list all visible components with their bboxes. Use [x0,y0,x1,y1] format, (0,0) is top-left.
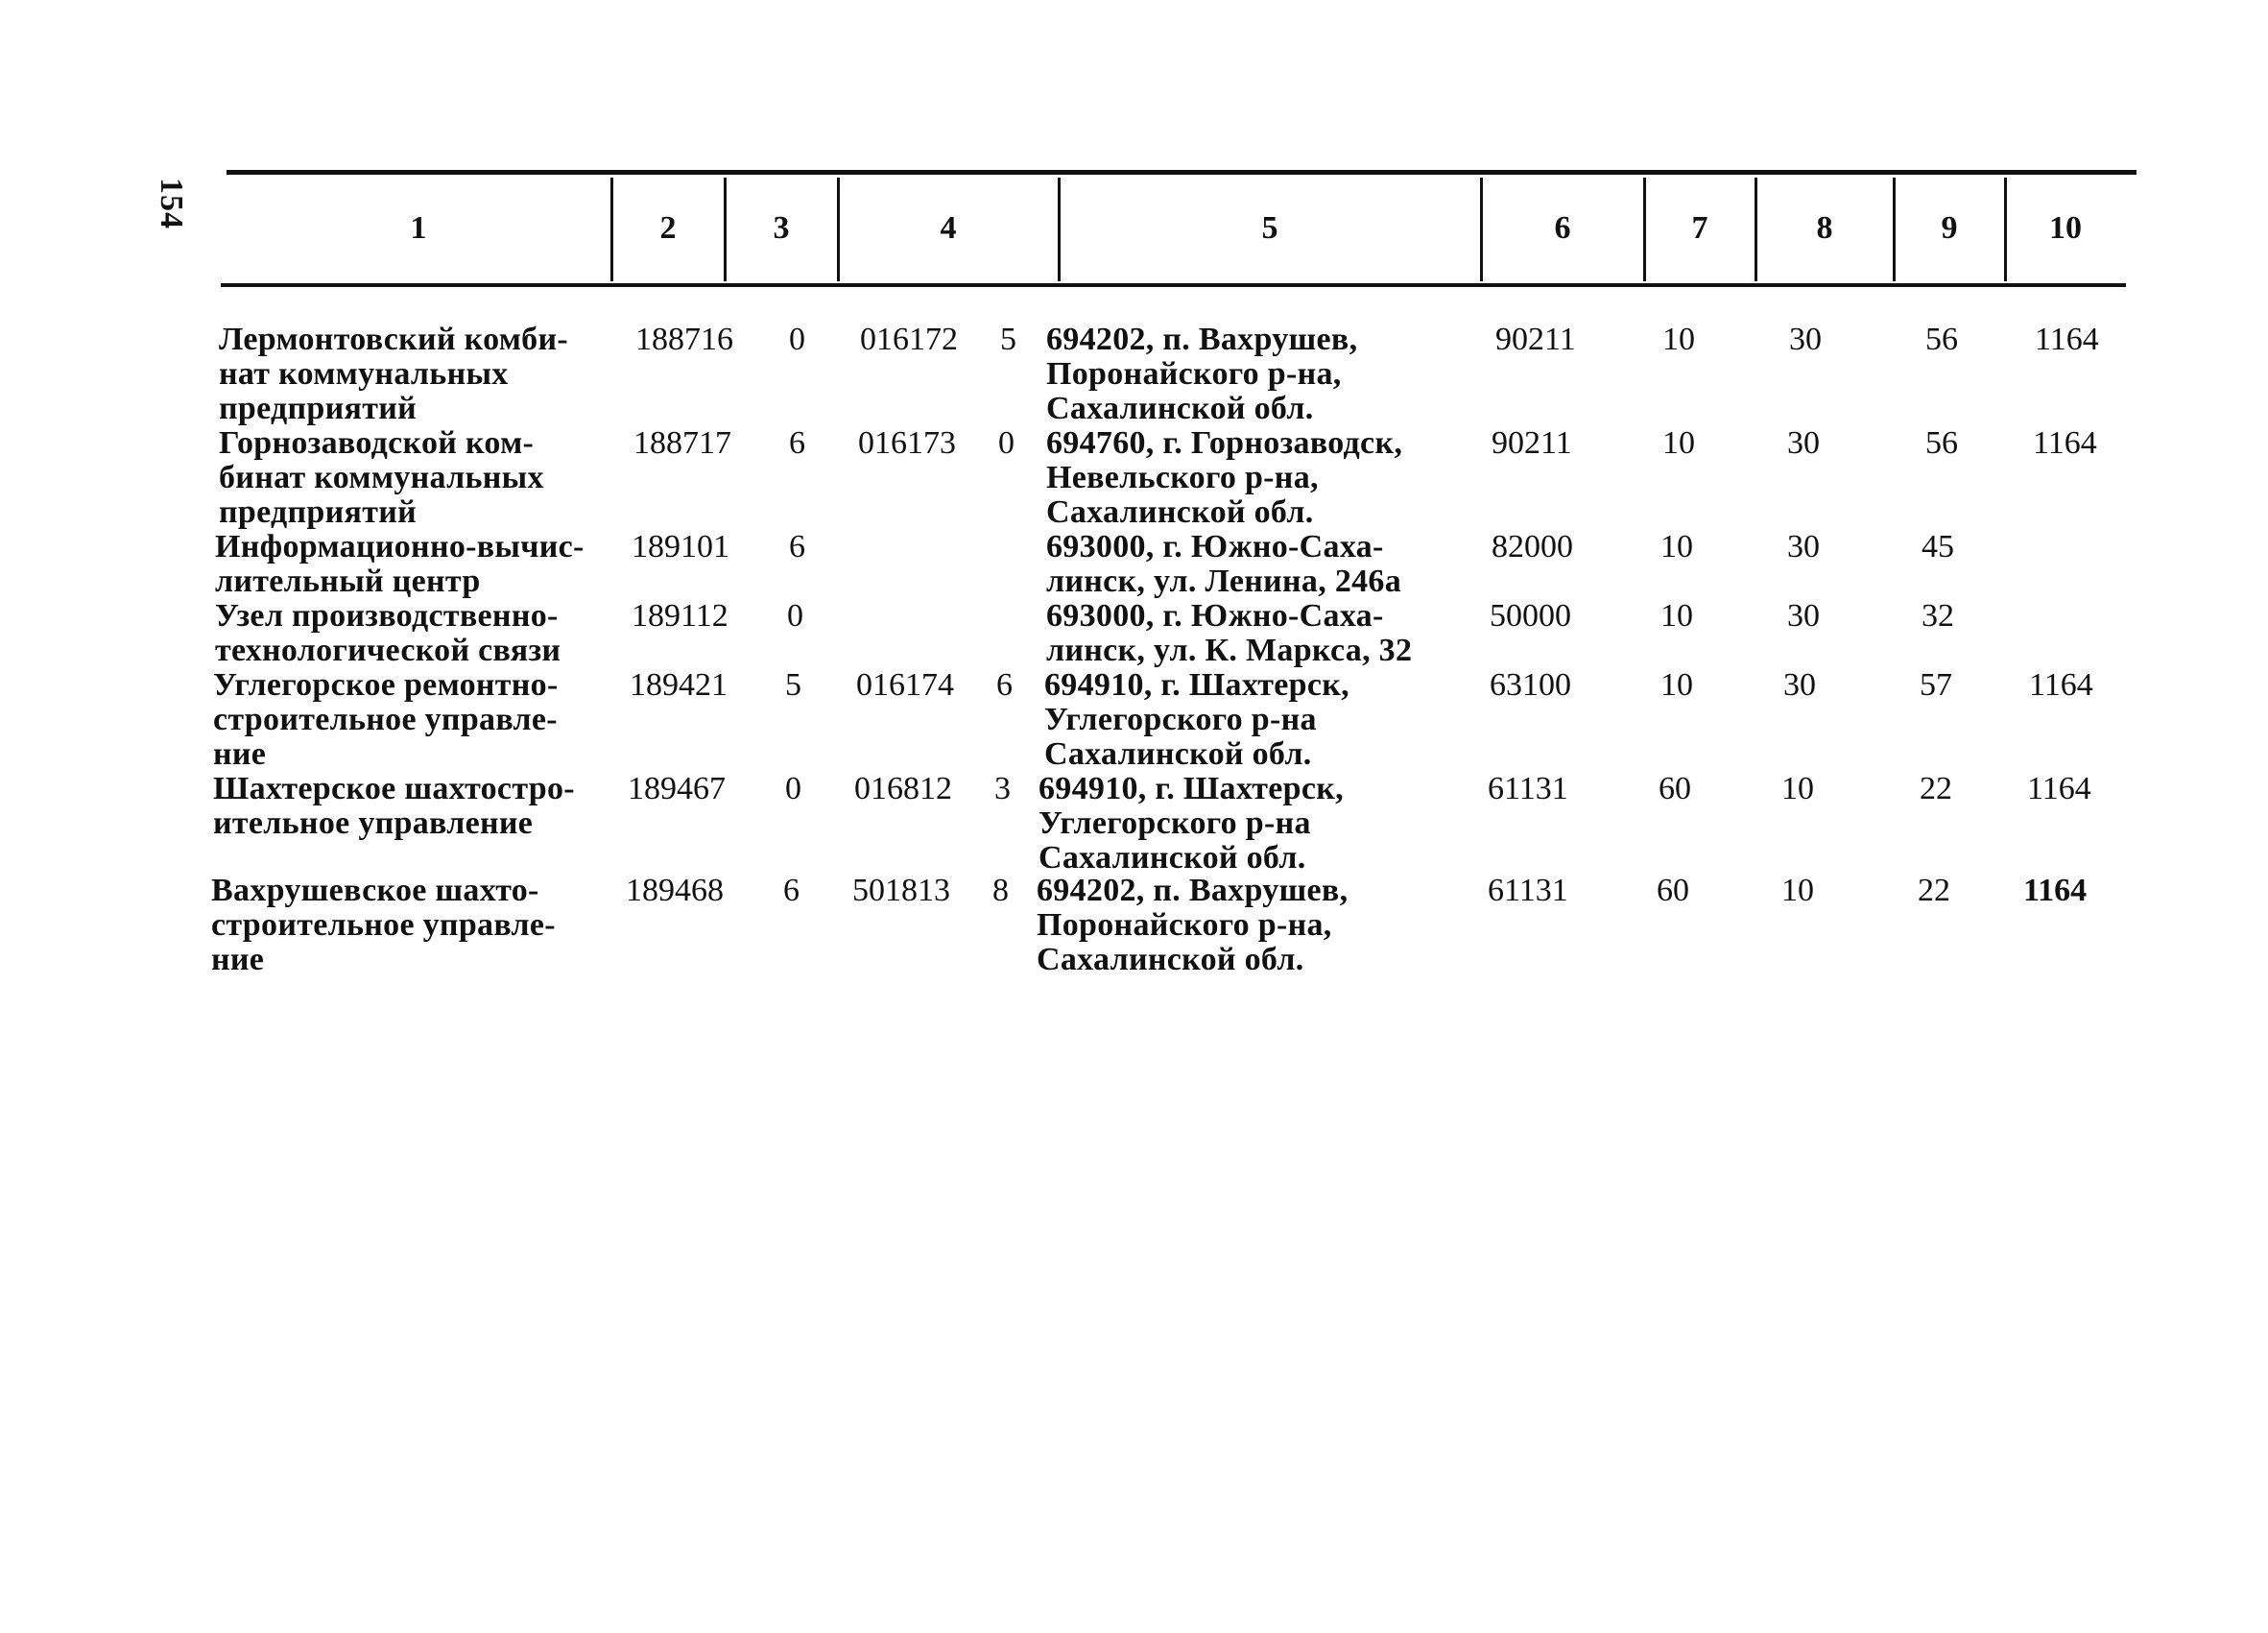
address-line: Углегорского р-на [1039,805,1311,841]
address-line: 694202, п. Вахрушев, [1046,322,1358,357]
col9-cell: 56 [1925,322,1958,357]
address-line: линск, ул. Ленина, 246а [1046,564,1402,599]
col6-cell: 90211 [1495,322,1576,357]
column-header-10: 10 [2049,210,2082,246]
address-line: Невельского р-на, [1046,460,1319,495]
address-line: 694760, г. Горнозаводск, [1046,425,1403,461]
org-name-line: Горнозаводской ком- [219,425,535,461]
column-separator [610,178,613,281]
code-cell: 188717 [633,425,731,461]
code2-cell: 016172 [860,322,958,357]
col8-cell: 30 [1783,667,1816,703]
check-digit2-cell: 3 [994,771,1011,806]
page-number: 154 [154,178,189,229]
org-name-line: ние [211,942,265,977]
column-header-6: 6 [1554,210,1571,246]
code2-cell: 016173 [858,425,956,461]
column-separator [1058,178,1061,281]
column-header-1: 1 [410,210,427,246]
header-bottom-rule [221,283,2126,287]
col9-cell: 56 [1925,425,1958,461]
col10-cell: 1164 [2029,667,2093,703]
org-name-line: предприятий [219,391,418,426]
column-separator [1755,178,1757,281]
address-line: Сахалинской обл. [1046,391,1314,426]
org-name-line: Лермонтовский комби- [219,322,568,357]
address-line: Сахалинской обл. [1046,494,1314,530]
code-cell: 189468 [626,873,724,908]
org-name-line: ительное управление [213,805,534,841]
address-line: Поронайского р-на, [1037,907,1332,943]
org-name-line: строительное управле- [211,907,556,943]
col7-cell: 60 [1659,771,1691,806]
col8-cell: 30 [1787,529,1820,564]
column-header-7: 7 [1691,210,1708,246]
col7-cell: 10 [1660,667,1693,703]
check-digit2-cell: 8 [992,873,1009,908]
col7-cell: 10 [1662,425,1695,461]
col10-cell: 1164 [2035,322,2099,357]
org-name-line: технологической связи [215,633,561,668]
address-line: Поронайского р-на, [1046,356,1342,392]
col7-cell: 10 [1660,598,1693,634]
col8-cell: 30 [1789,322,1822,357]
code2-cell: 016812 [854,771,952,806]
col6-cell: 50000 [1490,598,1571,634]
column-header-4: 4 [940,210,957,246]
code2-cell: 501813 [852,873,950,908]
col8-cell: 30 [1787,598,1820,634]
col10-cell: 1164 [2033,425,2097,461]
address-line: 694910, г. Шахтерск, [1044,667,1349,703]
column-header-9: 9 [1941,210,1958,246]
col7-cell: 60 [1657,873,1689,908]
code-cell: 189421 [630,667,728,703]
column-separator [1480,178,1483,281]
column-header-8: 8 [1816,210,1833,246]
address-line: 694202, п. Вахрушев, [1037,873,1349,908]
col9-cell: 45 [1922,529,1954,564]
column-separator [837,178,840,281]
col10-cell: 1164 [2023,873,2088,908]
col8-cell: 30 [1787,425,1820,461]
org-name-line: строительное управле- [213,702,558,737]
check-digit-cell: 0 [787,598,803,634]
check-digit-cell: 0 [789,322,805,357]
address-line: Сахалинской обл. [1037,942,1304,977]
check-digit2-cell: 6 [996,667,1013,703]
column-header-2: 2 [659,210,677,246]
check-digit-cell: 0 [785,771,801,806]
code-cell: 189467 [628,771,726,806]
col6-cell: 82000 [1492,529,1573,564]
check-digit2-cell: 0 [998,425,1015,461]
org-name-line: Вахрушевское шахто- [211,873,539,908]
address-line: линск, ул. К. Маркса, 32 [1046,633,1413,668]
check-digit-cell: 6 [789,425,805,461]
code-cell: 189112 [632,598,728,634]
check-digit-cell: 6 [789,529,805,564]
address-line: 693000, г. Южно-Саха- [1046,529,1384,564]
address-line: 694910, г. Шахтерск, [1039,771,1344,806]
code2-cell: 016174 [856,667,954,703]
address-line: Углегорского р-на [1044,702,1317,737]
col9-cell: 22 [1920,771,1952,806]
org-name-line: ние [213,736,267,772]
col9-cell: 22 [1918,873,1950,908]
col6-cell: 61131 [1488,771,1568,806]
col10-cell: 1164 [2027,771,2091,806]
org-name-line: предприятий [219,494,418,530]
org-name-line: бинат коммунальных [219,460,544,495]
table-top-rule [227,170,2137,175]
org-name-line: Углегорское ремонтно- [213,667,559,703]
org-name-line: Информационно-вычис- [215,529,585,564]
column-separator [1643,178,1646,281]
column-header-3: 3 [773,210,790,246]
address-line: 693000, г. Южно-Саха- [1046,598,1384,634]
col7-cell: 10 [1660,529,1693,564]
column-header-5: 5 [1261,210,1278,246]
org-name-line: Шахтерское шахтостро- [213,771,575,806]
col6-cell: 61131 [1488,873,1568,908]
col8-cell: 10 [1781,771,1814,806]
org-name-line: лительный центр [215,564,481,599]
check-digit-cell: 6 [783,873,800,908]
col7-cell: 10 [1662,322,1695,357]
code-cell: 188716 [635,322,733,357]
col9-cell: 57 [1920,667,1952,703]
address-line: Сахалинской обл. [1039,840,1306,876]
col9-cell: 32 [1922,598,1954,634]
column-separator [1893,178,1896,281]
check-digit2-cell: 5 [1000,322,1016,357]
column-separator [2004,178,2007,281]
col8-cell: 10 [1781,873,1814,908]
code-cell: 189101 [632,529,729,564]
org-name-line: Узел производственно- [215,598,559,634]
col6-cell: 90211 [1492,425,1572,461]
column-separator [724,178,727,281]
check-digit-cell: 5 [785,667,801,703]
address-line: Сахалинской обл. [1044,736,1312,772]
org-name-line: нат коммунальных [219,356,509,392]
col6-cell: 63100 [1490,667,1571,703]
